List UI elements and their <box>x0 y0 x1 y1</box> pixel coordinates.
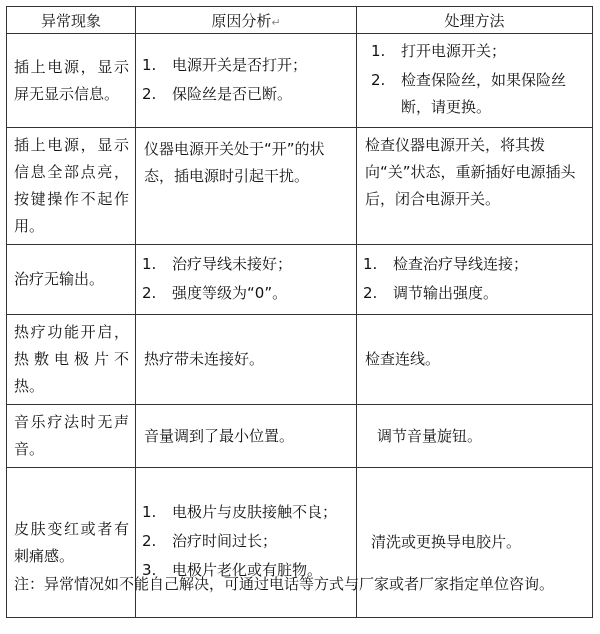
item-number: 1. <box>142 503 157 521</box>
troubleshooting-table <box>6 6 593 618</box>
list-item <box>363 251 584 278</box>
item-text: 强度等级为“0”。 <box>172 283 288 302</box>
item-number: 2. <box>142 532 157 550</box>
list-item <box>142 81 348 108</box>
cause-list <box>136 247 356 313</box>
item-text: 检查保险丝，如果保险丝断，请更换。 <box>401 71 567 116</box>
table-row <box>7 128 593 245</box>
solution-list <box>357 247 592 313</box>
footnote: 注：异常情况如不能自己解决，可通过电话等方式与厂家或者厂家指定单位咨询。 <box>14 575 555 593</box>
list-item <box>142 528 348 555</box>
item-number: 2. <box>142 84 157 103</box>
solution-cell <box>357 245 593 315</box>
list-item <box>142 499 348 526</box>
cause-cell <box>136 34 357 128</box>
list-item <box>142 280 348 307</box>
item-text: 电极片与皮肤接触不良； <box>172 503 338 521</box>
list-item <box>363 280 584 307</box>
symptom-cell: 插上电源，显示信息全部点亮，按键操作不起作用。 <box>7 128 136 245</box>
cause-cell: 音量调到了最小位置。 <box>136 405 357 468</box>
item-number: 2. <box>363 283 378 302</box>
list-item <box>371 38 584 65</box>
list-item <box>142 52 348 79</box>
item-text: 治疗导线未接好； <box>172 254 293 273</box>
item-number: 2. <box>142 283 157 302</box>
item-text: 电源开关是否打开； <box>172 55 308 74</box>
solution-cell <box>357 34 593 128</box>
solution-cell: 检查仪器电源开关，将其拨向“关”状态，重新插好电源插头后，闭合电源开关。 <box>357 128 593 245</box>
table-row <box>7 405 593 468</box>
solution-cell: 检查连线。 <box>357 315 593 405</box>
table-row <box>7 245 593 315</box>
header-cause <box>136 7 357 34</box>
cause-cell <box>136 245 357 315</box>
cause-list <box>136 48 356 114</box>
list-item <box>142 251 348 278</box>
solution-list <box>357 34 592 127</box>
item-number: 1. <box>142 55 157 74</box>
solution-cell: 调节音量旋钮。 <box>357 405 593 468</box>
cause-cell: 热疗带未连接好。 <box>136 315 357 405</box>
table-row <box>7 315 593 405</box>
paragraph-mark-icon: ↵ <box>271 15 281 29</box>
header-cause-label: 原因分析 <box>211 11 272 30</box>
header-row <box>7 7 593 34</box>
item-number: 1. <box>371 42 386 60</box>
table-row <box>7 34 593 128</box>
item-text: 电极片老化或有脏物。 <box>172 561 323 579</box>
item-number: 1. <box>142 254 157 273</box>
item-number: 2. <box>371 71 386 89</box>
item-text: 调节输出强度。 <box>393 283 499 302</box>
item-text: 检查治疗导线连接； <box>393 254 529 273</box>
header-solution: 处理方法 <box>357 7 593 34</box>
symptom-cell: 皮肤变红或者有刺痛感。 <box>7 468 136 618</box>
item-number: 1. <box>363 254 378 273</box>
solution-cell: 清洗或更换导电胶片。 <box>357 468 593 618</box>
item-text: 治疗时间过长； <box>172 532 278 550</box>
symptom-cell: 插上电源，显示屏无显示信息。 <box>7 34 136 128</box>
header-symptom: 异常现象 <box>7 7 136 34</box>
list-item <box>371 67 584 121</box>
item-text: 打开电源开关； <box>401 42 507 60</box>
symptom-cell: 音乐疗法时无声音。 <box>7 405 136 468</box>
symptom-cell: 热疗功能开启，热敷电极片不热。 <box>7 315 136 405</box>
item-number: 3. <box>142 561 157 579</box>
symptom-cell: 治疗无输出。 <box>7 245 136 315</box>
cause-cell: 仪器电源开关处于“开”的状态，插电源时引起干扰。 <box>136 128 357 245</box>
item-text: 保险丝是否已断。 <box>172 84 293 103</box>
